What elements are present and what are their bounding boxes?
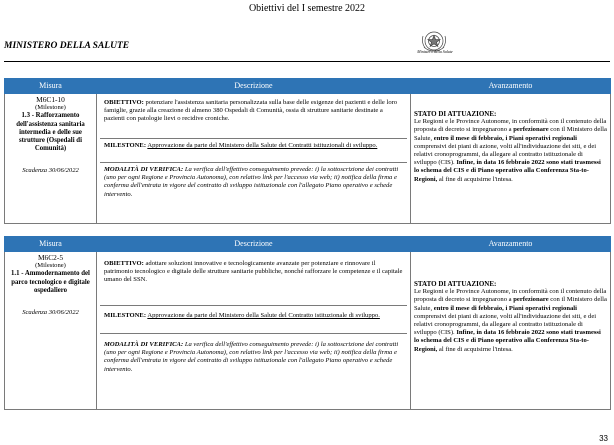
page-number: 33 (599, 434, 608, 443)
objective-label: OBIETTIVO: (104, 260, 144, 267)
objective-label: OBIETTIVO: (104, 99, 144, 106)
measure-deadline: Scadenza 30/06/2022 (22, 167, 79, 175)
measure-cell (5, 94, 97, 224)
milestone-block (100, 306, 407, 334)
objective-block (100, 96, 407, 139)
column-header-description: Descrizione (97, 237, 411, 252)
measure-name: 1.1 - Ammodernamento del parco tecnologico e digitale ospedaliero (11, 270, 90, 294)
status-label: STATO DI ATTUAZIONE: (414, 110, 497, 118)
table-row (5, 94, 611, 224)
objective-text: potenziare l'assistenza sanitaria personalizzata sulla base delle esigenze dei pazienti e delle loro famiglie, grazie alla creazione di almeno 380 Ospedali di Comunità, ossia di strutture sanitarie destinate a pazienti con patologie lievi o recidive croniche. (104, 99, 398, 123)
measure-code: M6C1-10 (36, 95, 65, 104)
verification-label: MODALITÀ DI VERIFICA: (104, 341, 184, 348)
column-header-progress: Avanzamento (411, 79, 611, 94)
column-header-measure: Misura (5, 237, 97, 252)
verification-block (100, 334, 407, 377)
objective-text: adottare soluzioni innovative e tecnologicamente avanzate per potenziare e rinnovare il patrimonio tecnologico e digitale delle strutture sanitarie pubbliche, nonché rafforzare le competenze e il capitale umano del SSN. (104, 260, 403, 284)
measure-type: (Milestone) (35, 104, 66, 112)
page-title: Obiettivi del I semestre 2022 (248, 3, 366, 14)
table-header (5, 79, 611, 94)
milestone-text: Approvazione da parte del Ministero della Salute del Contratto istituzionale di sviluppo. (147, 312, 380, 319)
measure-table-2 (4, 236, 611, 410)
description-cell (97, 94, 411, 224)
measure-cell (5, 252, 97, 410)
emblem-caption: Ministero della Salute (417, 49, 453, 54)
column-header-progress: Avanzamento (411, 237, 611, 252)
verification-label: MODALITÀ DI VERIFICA: (104, 166, 184, 173)
measure-type: (Milestone) (35, 262, 66, 270)
progress-cell (411, 94, 611, 224)
status-text: Le Regioni e le Province Autonome, in conformità con il contenuto della proposta di decreto si impegnarono a perfezionare con il Ministero della Salute, entro il mese di febbraio, i Piani operativi regionali comprensivi dei piani di azione, volti all'individuazione dei siti, e dei relativi cronoprogrammi, da allegare al contratto istituzionale di sviluppo (CIS). Infine, in data 16 febbraio 2022 sono stati trasmessi lo schema del CIS e di Piano operativo alla Conferenza Sta-to-Regioni, al fine di acquisirne l'intesa. (414, 288, 607, 353)
milestone-label: MILESTONE: (104, 312, 147, 319)
milestone-block (100, 139, 407, 163)
verification-text: La verifica dell'effettivo conseguimento prevede: i) la sottoscrizione dei contratti (uno per ogni Regione e Provincia Autonoma), con relativo link per l'accesso via web; ii) notifica della firma e conferma dell'entrata in vigore del contratto di sviluppo istituzionale con l'allegato Piano operativo e schede intervento. (104, 341, 399, 373)
progress-cell (411, 252, 611, 410)
column-header-measure: Misura (5, 79, 97, 94)
measure-name: 1.3 - Rafforzamento dell'assistenza sanitaria intermedia e delle sue strutture (Ospedali di Comunità) (16, 112, 85, 153)
table-row (5, 252, 611, 410)
milestone-text: Approvazione da parte del Ministero della Salute dei Contratti istituzionali di sviluppo. (147, 142, 378, 149)
ministry-name: MINISTERO DELLA SALUTE (4, 41, 130, 51)
milestone-label: MILESTONE: (104, 142, 147, 149)
status-text: Le Regioni e le Province Autonome, in conformità con il contenuto della proposta di decreto si impegnarono a perfezionare con il Ministero della Salute, entro il mese di febbraio, i Piani operativi regionali comprensivi dei piani di azione, volti all'individuazione dei siti, e dei relativi cronoprogrammi, da allegare al contratto istituzionale di sviluppo (CIS). Infine, in data 16 febbraio 2022 sono stati trasmessi lo schema del CIS e di Piano operativo alla Conferenza Sta-to-Regioni, al fine di acquisirne l'intesa. (414, 118, 607, 183)
table-header (5, 237, 611, 252)
status-label: STATO DI ATTUAZIONE: (414, 280, 497, 288)
measure-code: M6C2-5 (37, 253, 64, 262)
verification-text: La verifica dell'effettivo conseguimento prevede: i) la sottoscrizione dei contratti (uno per ogni Regione e Provincia Autonoma), con relativo link per l'accesso via web; ii) notifica della firma e conferma dell'entrata in vigore del contratto di sviluppo istituzionale con l'allegato Piano operativo e schede intervento. (104, 166, 399, 198)
objective-block (100, 254, 407, 306)
measure-table-1 (4, 78, 611, 224)
measure-deadline: Scadenza 30/06/2022 (22, 309, 79, 317)
verification-block (100, 163, 407, 202)
column-header-description: Descrizione (97, 79, 411, 94)
header-rule (4, 61, 610, 62)
description-cell (97, 252, 411, 410)
